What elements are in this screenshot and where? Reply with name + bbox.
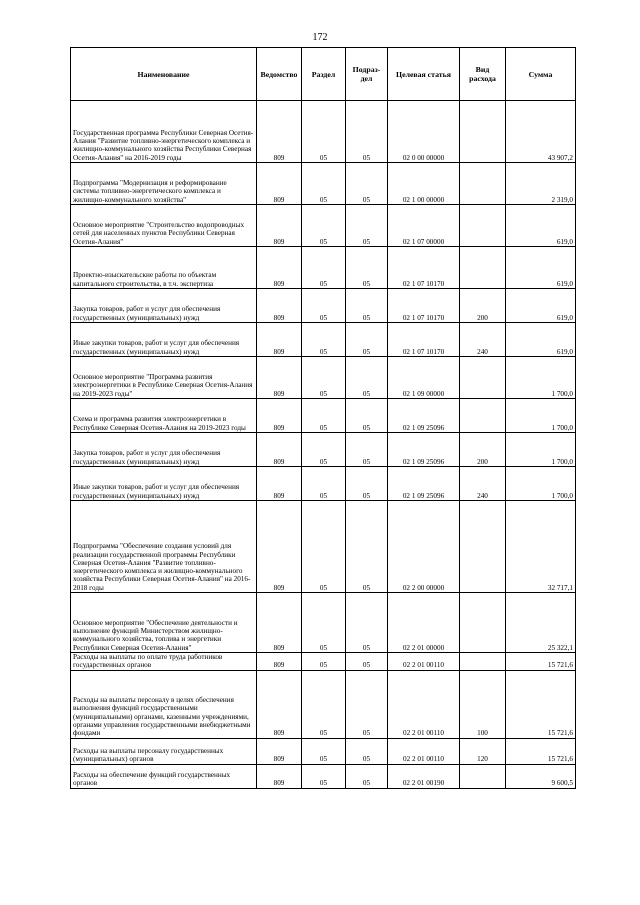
table-row bbox=[71, 670, 576, 738]
cell-article: 02 1 09 25096 bbox=[388, 433, 460, 467]
cell-name: Расходы на выплаты персоналу в целях обеспечения выполнения функций государственными (муниципальными) органами, казенными учреждениями, органами управления государственными внебюджетными фондами bbox=[71, 670, 257, 738]
cell-article: 02 1 07 10170 bbox=[388, 247, 460, 289]
cell-amount: 25 322,1 bbox=[506, 593, 576, 653]
cell-name: Схема и программа развития электроэнергетики в Республике Северная Осетия-Алания на 2019-2023 годы bbox=[71, 399, 257, 433]
cell-section: 05 bbox=[302, 205, 346, 247]
cell-dept: 809 bbox=[257, 399, 302, 433]
cell-name: Закупка товаров, работ и услуг для обеспечения государственных (муниципальных) нужд bbox=[71, 289, 257, 323]
cell-section: 05 bbox=[302, 501, 346, 593]
col-header-subsection: Подраз-дел bbox=[346, 48, 388, 101]
cell-dept: 809 bbox=[257, 467, 302, 501]
cell-subsection: 05 bbox=[346, 247, 388, 289]
cell-subsection: 05 bbox=[346, 653, 388, 671]
cell-subsection: 05 bbox=[346, 433, 388, 467]
table-row bbox=[71, 357, 576, 399]
cell-name: Основное мероприятие "Строительство водопроводных сетей для населенных пунктов Республики Северная Осетия-Алания" bbox=[71, 205, 257, 247]
cell-amount: 9 600,5 bbox=[506, 764, 576, 788]
cell-expense bbox=[460, 163, 506, 205]
cell-dept: 809 bbox=[257, 163, 302, 205]
cell-name: Иные закупки товаров, работ и услуг для обеспечения государственных (муниципальных) нужд bbox=[71, 323, 257, 357]
cell-dept: 809 bbox=[257, 289, 302, 323]
budget-table bbox=[70, 47, 576, 789]
cell-expense bbox=[460, 501, 506, 593]
cell-subsection: 05 bbox=[346, 738, 388, 764]
cell-article: 02 1 09 00000 bbox=[388, 357, 460, 399]
cell-amount: 1 700,0 bbox=[506, 467, 576, 501]
cell-name: Основное мероприятие "Обеспечение деятельности и выполнение функций Министерством жилищно-коммунального хозяйства, топлива и энергетики Республики Северная Осетия-Алания" bbox=[71, 593, 257, 653]
cell-name: Подпрограмма "Обеспечение создания условий для реализации государственной программы Республики Северная Осетия-Алания "Развитие топливно-энергетического комплекса и жилищно-коммунального хозяйства Республики Северная Осетия-Алания" на 2016-2018 годы bbox=[71, 501, 257, 593]
cell-expense: 240 bbox=[460, 467, 506, 501]
cell-subsection: 05 bbox=[346, 670, 388, 738]
cell-dept: 809 bbox=[257, 670, 302, 738]
cell-name: Иные закупки товаров, работ и услуг для обеспечения государственных (муниципальных) нужд bbox=[71, 467, 257, 501]
table-row bbox=[71, 738, 576, 764]
cell-name: Государственная программа Республики Северная Осетия-Алания "Развитие топливно-энергетического комплекса и жилищно-коммунального хозяйства Республики Северная Осетия-Алания" на 2016-2019 годы bbox=[71, 101, 257, 163]
cell-section: 05 bbox=[302, 289, 346, 323]
col-header-article: Целевая статья bbox=[388, 48, 460, 101]
table-row bbox=[71, 247, 576, 289]
cell-amount: 619,0 bbox=[506, 289, 576, 323]
cell-amount: 15 721,6 bbox=[506, 653, 576, 671]
cell-subsection: 05 bbox=[346, 163, 388, 205]
cell-amount: 15 721,6 bbox=[506, 738, 576, 764]
cell-article: 02 1 07 10170 bbox=[388, 323, 460, 357]
col-header-dept: Ведомство bbox=[257, 48, 302, 101]
cell-subsection: 05 bbox=[346, 467, 388, 501]
cell-subsection: 05 bbox=[346, 101, 388, 163]
cell-name: Проектно-изыскательские работы по объектам капитального строительства, в т.ч. экспертиза bbox=[71, 247, 257, 289]
cell-expense: 200 bbox=[460, 289, 506, 323]
table-row bbox=[71, 323, 576, 357]
cell-section: 05 bbox=[302, 163, 346, 205]
cell-expense bbox=[460, 205, 506, 247]
cell-amount: 619,0 bbox=[506, 247, 576, 289]
table-row bbox=[71, 101, 576, 163]
cell-name: Расходы на обеспечение функций государственных органов bbox=[71, 764, 257, 788]
cell-amount: 15 721,6 bbox=[506, 670, 576, 738]
cell-article: 02 1 07 00000 bbox=[388, 205, 460, 247]
cell-subsection: 05 bbox=[346, 323, 388, 357]
cell-name: Подпрограмма "Модернизация и реформирование системы топливно-энергетического комплекса и жилищно-коммунального хозяйства" bbox=[71, 163, 257, 205]
cell-subsection: 05 bbox=[346, 764, 388, 788]
cell-section: 05 bbox=[302, 764, 346, 788]
col-header-expense: Вид расхода bbox=[460, 48, 506, 101]
cell-expense bbox=[460, 399, 506, 433]
cell-expense: 240 bbox=[460, 323, 506, 357]
cell-expense: 120 bbox=[460, 738, 506, 764]
table-row bbox=[71, 467, 576, 501]
cell-amount: 1 700,0 bbox=[506, 399, 576, 433]
page-number: 172 bbox=[312, 32, 328, 43]
cell-expense bbox=[460, 247, 506, 289]
cell-amount: 32 717,1 bbox=[506, 501, 576, 593]
table-row bbox=[71, 399, 576, 433]
cell-dept: 809 bbox=[257, 653, 302, 671]
cell-dept: 809 bbox=[257, 101, 302, 163]
cell-section: 05 bbox=[302, 357, 346, 399]
cell-section: 05 bbox=[302, 670, 346, 738]
table-row bbox=[71, 501, 576, 593]
cell-dept: 809 bbox=[257, 323, 302, 357]
cell-section: 05 bbox=[302, 738, 346, 764]
col-header-amount: Сумма bbox=[506, 48, 576, 101]
cell-article: 02 1 00 00000 bbox=[388, 163, 460, 205]
cell-section: 05 bbox=[302, 247, 346, 289]
cell-amount: 1 700,0 bbox=[506, 357, 576, 399]
cell-section: 05 bbox=[302, 101, 346, 163]
cell-subsection: 05 bbox=[346, 501, 388, 593]
cell-section: 05 bbox=[302, 467, 346, 501]
cell-article: 02 0 00 00000 bbox=[388, 101, 460, 163]
cell-dept: 809 bbox=[257, 205, 302, 247]
cell-section: 05 bbox=[302, 593, 346, 653]
table-row bbox=[71, 593, 576, 653]
cell-dept: 809 bbox=[257, 501, 302, 593]
col-header-name: Наименование bbox=[71, 48, 257, 101]
cell-expense bbox=[460, 357, 506, 399]
table-row bbox=[71, 289, 576, 323]
cell-article: 02 2 01 00190 bbox=[388, 764, 460, 788]
cell-name: Расходы на выплаты по оплате труда работников государственных органов bbox=[71, 653, 257, 671]
cell-article: 02 1 07 10170 bbox=[388, 289, 460, 323]
cell-dept: 809 bbox=[257, 738, 302, 764]
cell-section: 05 bbox=[302, 433, 346, 467]
cell-amount: 2 319,0 bbox=[506, 163, 576, 205]
cell-dept: 809 bbox=[257, 433, 302, 467]
table-row bbox=[71, 163, 576, 205]
cell-subsection: 05 bbox=[346, 289, 388, 323]
table-row bbox=[71, 433, 576, 467]
cell-section: 05 bbox=[302, 653, 346, 671]
cell-amount: 619,0 bbox=[506, 205, 576, 247]
cell-amount: 43 907,2 bbox=[506, 101, 576, 163]
cell-expense bbox=[460, 593, 506, 653]
table-row bbox=[71, 205, 576, 247]
cell-dept: 809 bbox=[257, 357, 302, 399]
cell-expense: 100 bbox=[460, 670, 506, 738]
cell-dept: 809 bbox=[257, 593, 302, 653]
cell-section: 05 bbox=[302, 323, 346, 357]
cell-article: 02 2 01 00110 bbox=[388, 653, 460, 671]
table-row bbox=[71, 764, 576, 788]
cell-article: 02 2 00 00000 bbox=[388, 501, 460, 593]
cell-section: 05 bbox=[302, 399, 346, 433]
cell-expense bbox=[460, 764, 506, 788]
cell-name: Основное мероприятие "Программа развития электроэнергетики в Республике Северная Осетия-Алания на 2019-2023 годы" bbox=[71, 357, 257, 399]
cell-subsection: 05 bbox=[346, 357, 388, 399]
col-header-section: Раздел bbox=[302, 48, 346, 101]
cell-dept: 809 bbox=[257, 764, 302, 788]
cell-amount: 619,0 bbox=[506, 323, 576, 357]
cell-name: Расходы на выплаты персоналу государственных (муниципальных) органов bbox=[71, 738, 257, 764]
cell-subsection: 05 bbox=[346, 399, 388, 433]
cell-subsection: 05 bbox=[346, 205, 388, 247]
cell-name: Закупка товаров, работ и услуг для обеспечения государственных (муниципальных) нужд bbox=[71, 433, 257, 467]
cell-expense: 200 bbox=[460, 433, 506, 467]
cell-article: 02 2 01 00000 bbox=[388, 593, 460, 653]
cell-expense bbox=[460, 653, 506, 671]
cell-article: 02 2 01 00110 bbox=[388, 670, 460, 738]
cell-expense bbox=[460, 101, 506, 163]
cell-article: 02 1 09 25096 bbox=[388, 399, 460, 433]
table-header-row bbox=[71, 48, 576, 101]
cell-subsection: 05 bbox=[346, 593, 388, 653]
cell-dept: 809 bbox=[257, 247, 302, 289]
table-row bbox=[71, 653, 576, 671]
cell-article: 02 1 09 25096 bbox=[388, 467, 460, 501]
cell-article: 02 2 01 00110 bbox=[388, 738, 460, 764]
cell-amount: 1 700,0 bbox=[506, 433, 576, 467]
